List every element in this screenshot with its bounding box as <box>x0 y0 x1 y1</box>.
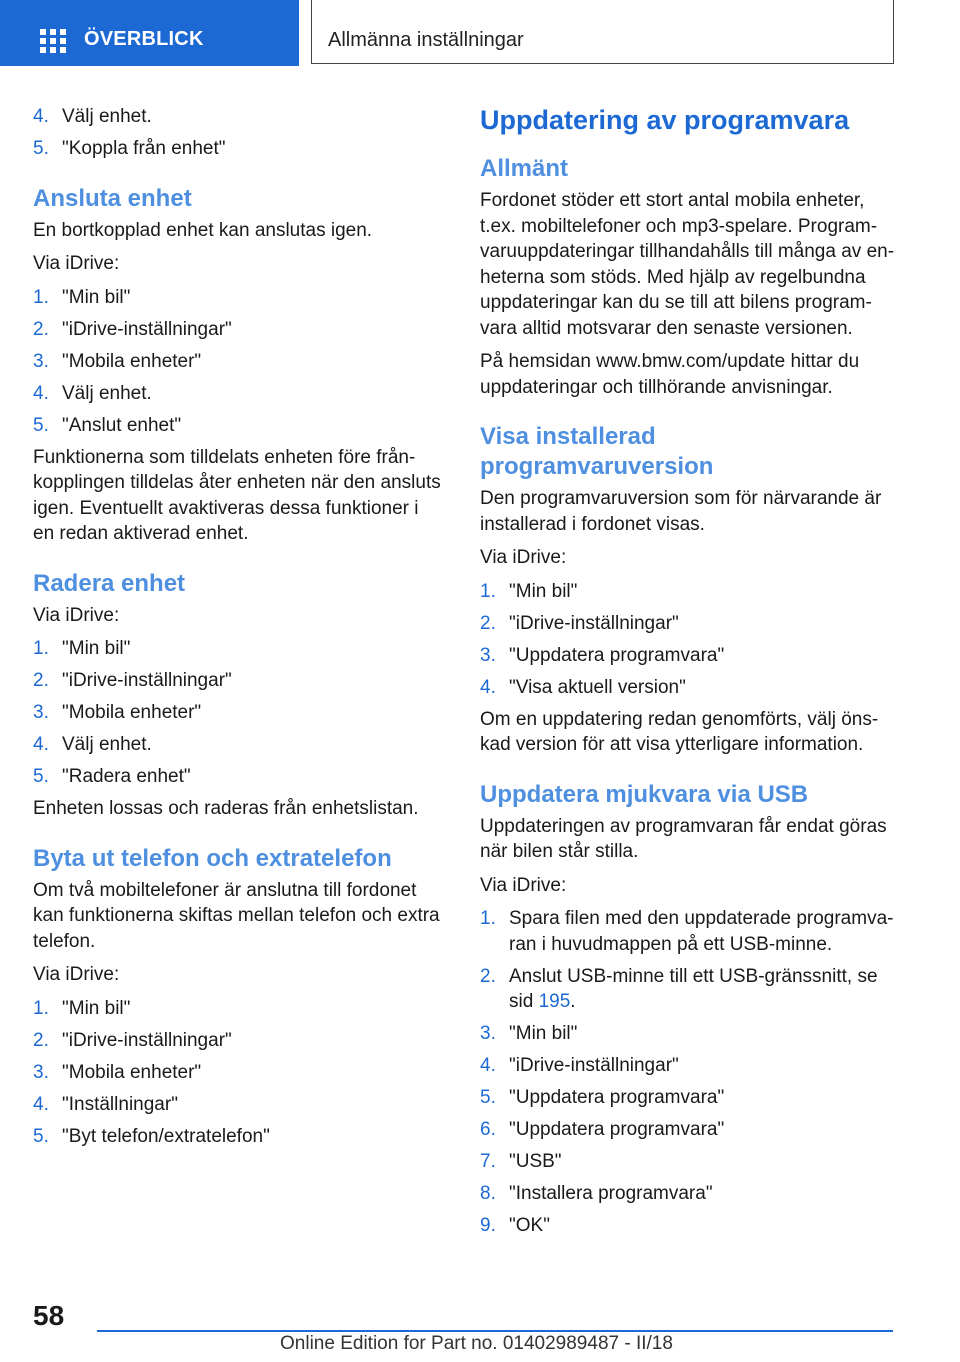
step-list <box>480 579 895 701</box>
list-item: 4. "Visa aktuell version" <box>480 676 686 698</box>
section-delete-device <box>33 569 443 822</box>
list-item: 5. "Byt telefon/extratelefon" <box>33 1125 270 1147</box>
list-item: 5. "Anslut enhet" <box>33 414 182 436</box>
paragraph: Den programvaruversion som för närvarande är installerad i fordonet visas. <box>480 488 882 535</box>
paragraph: Funktionerna som tilldelats enheten före frånkopplingen tilldelas åter enheten när den ansluts igen. Eventuellt avaktiveras dessa funktioner i en redan aktiverad enhet. <box>33 446 441 544</box>
overview-nav-label: ÖVERBLICK <box>84 28 204 50</box>
paragraph: Via iDrive: <box>480 874 567 896</box>
list-item: 4. Välj enhet. <box>33 106 152 127</box>
list-item: 3. "Uppdatera programvara" <box>480 644 725 666</box>
paragraph: Uppdateringen av programvaran får endat göras när bilen står stilla. <box>480 815 887 862</box>
list-item: 5. "Uppdatera programvara" <box>480 1087 725 1108</box>
paragraph: Enheten lossas och raderas från enhetslistan. <box>33 798 419 819</box>
list-item: 1. "Min bil" <box>480 580 578 602</box>
list-item: 4. Välj enhet. <box>33 382 152 404</box>
list-item: 3. "Mobila enheter" <box>33 350 202 372</box>
footer-divider <box>97 1330 893 1332</box>
section-heading: Ansluta enhet <box>33 184 192 212</box>
paragraph: Via iDrive: <box>480 547 567 568</box>
section-heading: Allmänt <box>480 155 569 182</box>
paragraph: Om två mobiltelefoner är anslutna till fordonet kan funktionerna skiftas mellan telefon och extra telefon. <box>33 879 440 952</box>
paragraph: Via iDrive: <box>33 253 120 274</box>
section-installed-version <box>480 422 895 758</box>
list-item: 5. "Radera enhet" <box>33 766 191 787</box>
intro-step-list <box>33 104 443 162</box>
list-item: 9. "OK" <box>480 1215 550 1236</box>
right-column <box>480 104 895 1245</box>
breadcrumb-label: Allmänna inställningar <box>328 29 524 51</box>
step-list <box>480 906 895 1239</box>
paragraph: Via iDrive: <box>33 964 120 985</box>
section-heading: Visa installerad programvaruversion <box>480 423 714 480</box>
list-item: 3. "Mobila enheter" <box>33 702 202 723</box>
section-connect-device <box>33 184 443 547</box>
list-item: 8. "Installera programvara" <box>480 1183 713 1204</box>
step-list <box>33 285 443 439</box>
edition-footer: Online Edition for Part no. 01402989487 - II/18 <box>280 1333 673 1354</box>
section-swap-phone <box>33 844 443 1150</box>
section-heading: Uppdatera mjukvara via USB <box>480 780 809 808</box>
grid-menu-icon <box>40 29 67 53</box>
list-item: 1. "Min bil" <box>33 638 131 659</box>
list-item: 4. "iDrive-inställningar" <box>480 1055 679 1076</box>
step-list <box>33 996 443 1150</box>
page-header <box>0 0 960 66</box>
list-item: 1. Spara filen med den uppdaterade programvaran i huvudmappen på ett USB-minne. <box>480 908 894 955</box>
list-item: 1. "Min bil" <box>33 997 131 1019</box>
step-list <box>33 636 443 790</box>
section-general <box>480 154 895 400</box>
list-item: 2. "iDrive-inställningar" <box>33 670 232 691</box>
list-item: 7. "USB" <box>480 1151 562 1172</box>
list-item: 2. "iDrive-inställningar" <box>33 1029 232 1051</box>
list-item: 6. "Uppdatera programvara" <box>480 1119 725 1140</box>
list-item: 3. "Min bil" <box>480 1023 578 1044</box>
section-usb-update <box>480 780 895 1239</box>
page-reference-link[interactable]: 195 <box>538 991 571 1012</box>
list-item: 4. Välj enhet. <box>33 734 152 755</box>
list-item: 1. "Min bil" <box>33 286 131 308</box>
list-item: 2. "iDrive-inställningar" <box>480 612 679 634</box>
paragraph: Via iDrive: <box>33 604 120 626</box>
breadcrumb[interactable] <box>311 0 894 64</box>
list-item: 2. Anslut USB-minne till ett USB-gränssnitt, se sid 195. <box>480 965 878 1012</box>
list-item: 2. "iDrive-inställningar" <box>33 318 232 340</box>
section-heading: Radera enhet <box>33 569 186 597</box>
left-column <box>33 104 443 1156</box>
page-number: 58 <box>33 1300 65 1331</box>
overview-nav-button[interactable] <box>0 0 299 66</box>
list-item: 4. "Inställningar" <box>33 1093 178 1115</box>
page-title: Uppdatering av programvara <box>480 105 850 135</box>
paragraph: Om en uppdatering redan genomförts, välj önskad version för att visa ytterligare information. <box>480 708 879 755</box>
section-heading: Byta ut telefon och extratelefon <box>33 844 392 872</box>
list-item: 3. "Mobila enheter" <box>33 1061 202 1083</box>
paragraph: På hemsidan www.bmw.com/update hittar du uppdateringar och tillhörande anvisningar. <box>480 351 860 398</box>
list-item: 5. "Koppla från enhet" <box>33 138 226 159</box>
paragraph: Fordonet stöder ett stort antal mobila enheter, t.ex. mobiltelefoner och mp3-spelare. Programvaruuppdateringar tillhandahålls till många av enheterna som stöds. Med hjälp av regelbundna uppdateringar kan du se till att bilens programvara alltid motsvarar den senaste versionen. <box>480 190 895 339</box>
paragraph: En bortkopplad enhet kan anslutas igen. <box>33 219 373 241</box>
